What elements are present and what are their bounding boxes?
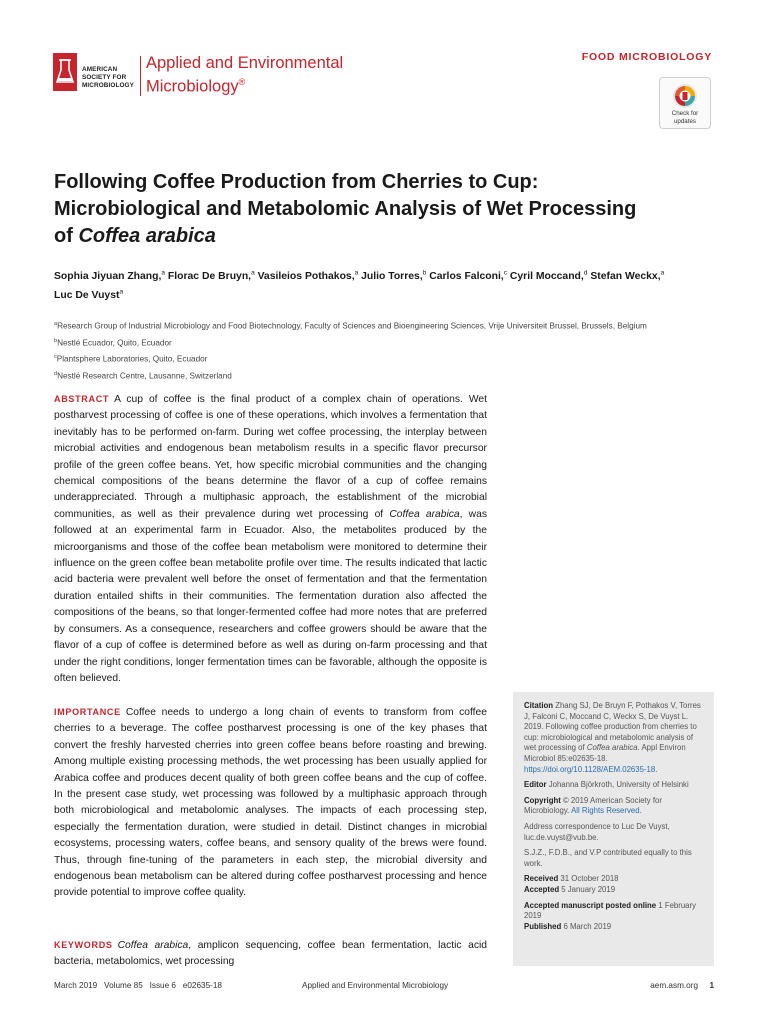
affiliation-text: Research Group of Industrial Microbiology and Food Biotechnology, Faculty of Sciences and Bioengineering Sciences, Vrije Universiteit Brussel, Brussels, Belgium: [57, 321, 647, 331]
footer-journal: Applied and Environmental Microbiology: [302, 981, 449, 990]
author[interactable]: [510, 271, 588, 282]
article-title: [54, 169, 734, 250]
abstract-label: ABSTRACT: [54, 394, 110, 404]
published-label: Published: [524, 921, 562, 931]
issue-info: March 2019 Volume 85 Issue 6 e02635-18: [54, 981, 222, 990]
accepted-date: 5 January 2019: [561, 884, 616, 894]
title-line3-prefix: of: [54, 225, 79, 247]
keywords-label: KEYWORDS: [54, 940, 113, 950]
contribution-note: S.J.Z., F.D.B., and V.P contributed equally to this work.: [524, 848, 692, 868]
asm-flask-icon: [52, 52, 78, 92]
abstract-text: A cup of coffee is the final product of a complex chain of operations. Wet postharvest processing of coffee is one of these operations, which involves a fermentation that inevitably has to be performed on-farm. During wet coffee processing, the interplay between microbial activities and endogenous bean metabolism results in a specific flavor precursor profile of the green coffee beans. Yet, how specific microbial communities and the changing chemical compositions of the beans determine the flavor of a cup of coffee remains underappreciated. Through a multiphasic approach, the establishment of the microbial communities, as well as their prevalence during wet processing of: [54, 394, 487, 520]
registered-mark: ®: [238, 77, 246, 87]
author-name: Florac De Bruyn,: [167, 271, 252, 283]
author-name: Cyril Moccand,: [509, 271, 584, 283]
author-affiliation-mark: a: [251, 270, 255, 277]
title-species: Coffea arabica: [78, 225, 216, 247]
affiliation-key: b: [54, 337, 58, 344]
author-name: Sophia Jiyuan Zhang,: [54, 271, 162, 283]
importance-label: IMPORTANCE: [54, 707, 121, 717]
aam-label: Accepted manuscript posted online: [524, 900, 657, 910]
date-accepted: [524, 885, 703, 896]
published-date: 6 March 2019: [563, 921, 612, 931]
copyright-end: .: [639, 806, 642, 816]
affiliation-text: Nestlé Ecuador, Quito, Ecuador: [57, 338, 172, 348]
affiliation: [54, 367, 714, 384]
rights-link[interactable]: All Rights Reserved: [571, 806, 640, 816]
copyright-block: [524, 796, 703, 817]
author-affiliation-mark: d: [583, 270, 588, 277]
publisher-line: SOCIETY FOR: [82, 74, 127, 81]
correspondence: Address correspondence to Luc De Vuyst, luc.de.vuyst@vub.be.: [524, 821, 670, 842]
abstract: [54, 391, 487, 687]
importance-section: [54, 704, 487, 902]
author-affiliation-mark: a: [660, 270, 665, 277]
author[interactable]: [54, 271, 165, 282]
editor-text: Johanna Björkroth, University of Helsinki: [548, 780, 689, 790]
keywords-text: , amplicon sequencing, coffee bean fermentation, lactic acid bacteria, metabolomics, wet processing: [54, 940, 487, 968]
author-affiliation-mark: a: [119, 288, 124, 296]
copyright-text: © 2019 American Society for Microbiology.: [524, 795, 662, 816]
author-affiliation-mark: b: [422, 270, 427, 277]
citation-species: Coffea arabica: [586, 743, 638, 753]
abstract-text: , was followed at an experimental farm in Ecuador. Also, the metabolites produced by the microorganisms and those of the coffee bean metabolism were monitored to determine their influence on the green coffee bean metabolite profile over time. The results indicated that lactic acid bacteria were prevalent well before the onset of fermentation and that the fermentation duration entailed shifts in their communities. The fermentation duration also affected the compositions of the beans, so that longer-fermented coffee had more notes that are preferred by consumers. As a consequence, researchers and coffee growers should be aware that the flavor of a cup of coffee is determined before as well as during on-farm processing and that under the right conditions, longer fermentation times can be favorable, although the opposite is often believed.: [54, 508, 487, 684]
publisher-line: AMERICAN: [82, 66, 118, 73]
copyright-label: Copyright: [524, 795, 561, 805]
affiliation: [54, 350, 714, 367]
asm-logo[interactable]: [52, 52, 136, 98]
author-affiliation-mark: a: [161, 270, 166, 277]
author[interactable]: [590, 271, 664, 282]
editor-block: [524, 780, 703, 791]
importance-text: Coffee needs to undergo a long chain of events to transform from coffee cherries to a beverage. The coffee postharvest processing is one of the key phases that convert the freshly harvested cherries into green coffee beans before roasting and brewing. Among multiple existing processing methods, the wet processing has been usually applied for Arabica coffee and produces decent quality of both green coffee beans and the cup of coffee. In the present case study, wet processing was followed by a multiphasic approach through both microbiological and metabolomic analyses. The impacts of each processing step, especially the fermentation duration, were studied in detail. Distinct changes in microbial ecosystems, processing waters, coffee beans, and sensory quality of the brews were found. Thus, through fine-tuning of the parameters in each step, the microbial diversity and endogenous bean metabolism can be altered during coffee postharvest processing and hence provide potential to improve coffee quality.: [54, 707, 487, 899]
citation-block: [524, 701, 703, 775]
title-line: Microbiological and Metabolomic Analysis of Wet Processing: [54, 198, 637, 220]
author-affiliation-mark: c: [503, 270, 507, 277]
header-divider: [140, 56, 141, 96]
citation-sidebar: [513, 692, 714, 966]
affiliation: [54, 317, 714, 334]
affiliation-key: c: [54, 354, 57, 361]
abstract-species: Coffea arabica: [389, 508, 460, 520]
aam-date: 1 February 2019: [524, 900, 697, 921]
section-label: FOOD MICROBIOLOGY: [581, 51, 712, 63]
author[interactable]: [258, 271, 359, 282]
affiliation-text: Nestlé Research Centre, Lausanne, Switzerland: [57, 371, 232, 381]
title-line: [54, 223, 734, 250]
check-for-updates-button[interactable]: [659, 77, 711, 129]
author[interactable]: [168, 271, 255, 282]
affiliation-key: d: [54, 371, 58, 378]
affiliation-list: [54, 317, 714, 384]
author-name: Vasileios Pothakos,: [257, 271, 355, 283]
author-list: [54, 266, 714, 303]
publisher-line: MICROBIOLOGY: [82, 82, 134, 89]
accepted-label: Accepted: [524, 884, 560, 894]
author-name: Luc De Vuyst: [54, 289, 120, 301]
received-date: 31 October 2018: [560, 874, 619, 884]
publisher-name: [82, 66, 134, 90]
affiliation: [54, 334, 714, 351]
keyword-species: Coffea arabica: [117, 940, 189, 951]
author-affiliation-mark: a: [354, 270, 359, 277]
author-name: Stefan Weckx,: [590, 271, 661, 283]
received-label: Received: [524, 874, 559, 884]
author[interactable]: [429, 271, 507, 282]
citation-label: Citation: [524, 701, 554, 710]
title-line: Following Coffee Production from Cherries to Cup:: [54, 171, 539, 193]
affiliation-key: a: [54, 321, 58, 327]
check-updates-label: Check for: [671, 110, 699, 117]
date-published: [524, 922, 703, 933]
keywords-section: [54, 937, 487, 971]
citation-text: Zhang SJ, De Bruyn F, Pothakos V, Torres J, Falconi C, Moccand C, Weckx S, De Vuyst L. 2019. Following coffee production from cherries to cup: microbiological and metabolomic analysis of wet processing of: [524, 701, 701, 753]
citation-text: . Appl Environ Microbiol 85:e02635-18.: [524, 743, 686, 763]
affiliation-text: Plantsphere Laboratories, Quito, Ecuador: [56, 355, 208, 365]
journal-title-line1: Applied and Environmental: [146, 54, 344, 72]
editor-label: Editor: [524, 780, 547, 790]
citation-end: .: [655, 764, 658, 774]
author[interactable]: [361, 271, 426, 282]
journal-title[interactable]: [146, 54, 343, 97]
author-name: Carlos Falconi,: [429, 271, 504, 283]
journal-title-line2: Microbiology: [146, 77, 239, 96]
crossmark-icon: [672, 83, 698, 109]
author-name: Julio Torres,: [361, 271, 423, 283]
page-footer: [54, 981, 714, 995]
check-updates-label: updates: [673, 118, 697, 125]
date-received: [524, 874, 703, 885]
doi-link[interactable]: https://doi.org/10.1128/AEM.02635-18: [524, 764, 656, 774]
author[interactable]: [54, 290, 123, 301]
page-number: 1: [709, 981, 714, 990]
journal-site-link[interactable]: aem.asm.org: [650, 981, 698, 990]
date-aam: [524, 901, 703, 922]
